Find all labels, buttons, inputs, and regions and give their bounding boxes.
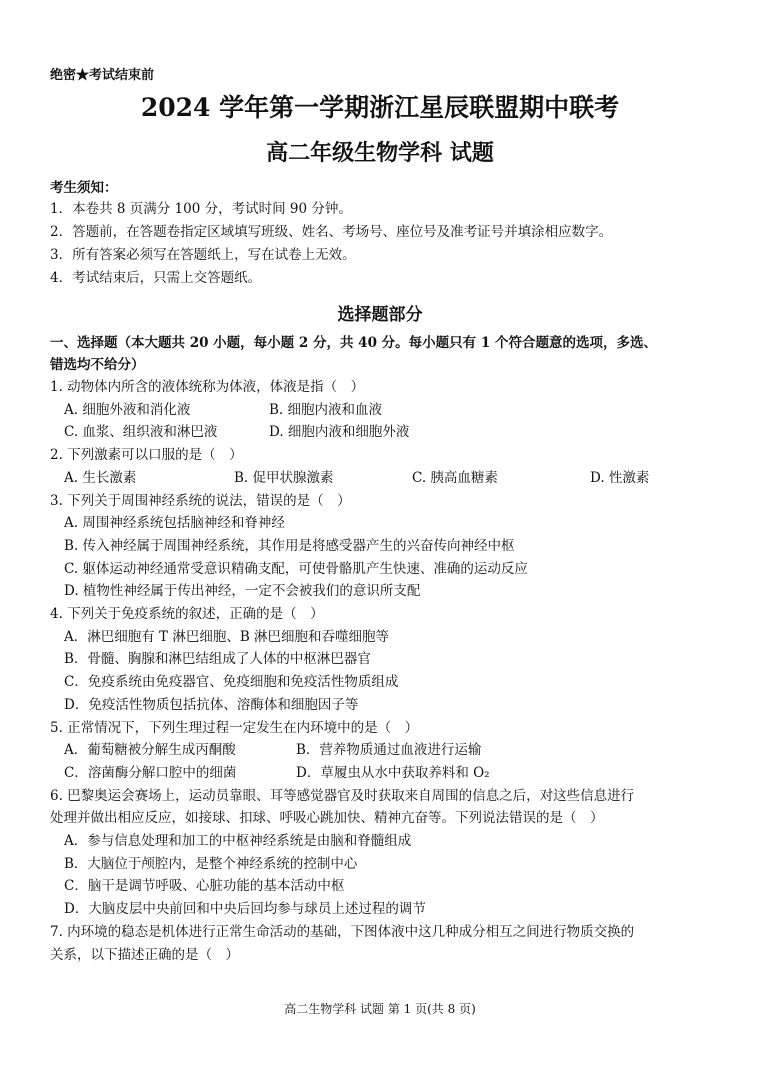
- notes-heading: 考生须知：: [50, 180, 118, 196]
- option-a: A．葡萄糖被分解生成丙酮酸: [64, 742, 236, 759]
- question-5-stem: 5. 正常情况下，下列生理过程一定发生在内环境中的是（ ）: [50, 719, 419, 736]
- option-c: C. 血浆、组织液和淋巴液: [64, 424, 218, 441]
- question-2-options: [50, 467, 718, 490]
- question-7-stem-cont: 关系，以下描述正确的是（ ）: [50, 946, 239, 963]
- option-a: A．参与信息处理和加工的中枢神经系统是由脑和脊髓组成: [64, 833, 412, 850]
- confidential-label: 绝密★考试结束前: [50, 68, 155, 83]
- option-c: C．免疫系统由免疫器官、免疫细胞和免疫活性物质组成: [64, 674, 399, 691]
- page-footer: 高二生物学科 试题 第 1 页(共 8 页): [284, 1002, 476, 1016]
- part-title: 一、选择题（本大题共 20 小题，每小题 2 分，共 40 分。每小题只有 1 个符合题意的选项，多选、: [50, 335, 657, 351]
- option-b: B. 促甲状腺激素: [234, 469, 334, 486]
- option-b: B．营养物质通过血液进行运输: [296, 742, 482, 759]
- question-2-stem: 2. 下列激素可以口服的是（ ）: [50, 447, 243, 464]
- question-1-options-row2: [50, 421, 718, 444]
- candidate-notes: [50, 176, 720, 290]
- question-5-options-row2: [50, 762, 718, 785]
- option-a: A. 细胞外液和消化液: [64, 401, 191, 418]
- exam-subtitle: 高二年级生物学科 试题: [266, 140, 494, 166]
- option-a: A. 周围神经系统包括脑神经和脊神经: [64, 515, 285, 532]
- question-5-options-row1: [50, 739, 718, 762]
- notes-item: 3．所有答案必须写在答题纸上，写在试卷上无效。: [50, 247, 356, 263]
- option-d: D. 植物性神经属于传出神经，一定不会被我们的意识所支配: [64, 583, 421, 600]
- exam-title: 2024 学年第一学期浙江星辰联盟期中联考: [140, 93, 620, 122]
- option-d: D. 性激素: [590, 469, 650, 486]
- question-7-stem: 7. 内环境的稳态是机体进行正常生命活动的基础，下图体液中这几种成分相互之间进行物质交换的: [50, 923, 635, 940]
- notes-item: 1．本卷共 8 页满分 100 分，考试时间 90 分钟。: [50, 201, 352, 217]
- option-d: D．免疫活性物质包括抗体、溶酶体和细胞因子等: [64, 696, 359, 713]
- question-1-options-row1: [50, 399, 718, 422]
- option-c: C. 胰高血糖素: [412, 469, 498, 486]
- option-b: B．大脑位于颅腔内，是整个神经系统的控制中心: [64, 855, 358, 872]
- option-d: D．大脑皮层中央前回和中央后回均参与球员上述过程的调节: [64, 901, 426, 918]
- option-c: C. 躯体运动神经通常受意识精确支配，可使骨骼肌产生快速、准确的运动反应: [64, 560, 528, 577]
- notes-item: 4．考试结束后，只需上交答题纸。: [50, 270, 262, 286]
- option-c: C．溶菌酶分解口腔中的细菌: [64, 764, 237, 781]
- option-a: A．淋巴细胞有 T 淋巴细胞、B 淋巴细胞和吞噬细胞等: [64, 628, 390, 645]
- option-a: A. 生长激素: [64, 469, 137, 486]
- option-d: D．草履虫从水中获取养料和 O₂: [296, 764, 490, 781]
- option-c: C．脑干是调节呼吸、心脏功能的基本活动中枢: [64, 878, 345, 895]
- notes-item: 2．答题前，在答题卷指定区域填写班级、姓名、考场号、座位号及准考证号并填涂相应数字。: [50, 224, 613, 240]
- option-b: B. 传入神经属于周围神经系统，其作用是将感受器产生的兴奋传向神经中枢: [64, 537, 515, 554]
- question-6-stem-cont: 处理并做出相应反应，如接球、扣球、呼吸心跳加快、精神亢奋等。下列说法错误的是（ ）: [50, 810, 604, 827]
- question-4-stem: 4. 下列关于免疫系统的叙述，正确的是（ ）: [50, 606, 324, 623]
- questions-area: [50, 332, 718, 966]
- option-b: B. 细胞内液和血液: [269, 401, 383, 418]
- question-1-stem: 1. 动物体内所含的液体统称为体液，体液是指（ ）: [50, 379, 365, 395]
- question-6-stem: 6. 巴黎奥运会赛场上，运动员靠眼、耳等感觉器官及时获取来自周围的信息之后，对这些信息进行: [50, 787, 635, 804]
- section-heading: 选择题部分: [337, 305, 423, 325]
- option-b: B．骨髓、胸腺和淋巴结组成了人体的中枢淋巴器官: [64, 651, 371, 668]
- part-title-cont: 错选均不给分）: [50, 357, 145, 373]
- question-3-stem: 3. 下列关于周围神经系统的说法，错误的是（ ）: [50, 492, 351, 509]
- option-d: D. 细胞内液和细胞外液: [269, 424, 410, 441]
